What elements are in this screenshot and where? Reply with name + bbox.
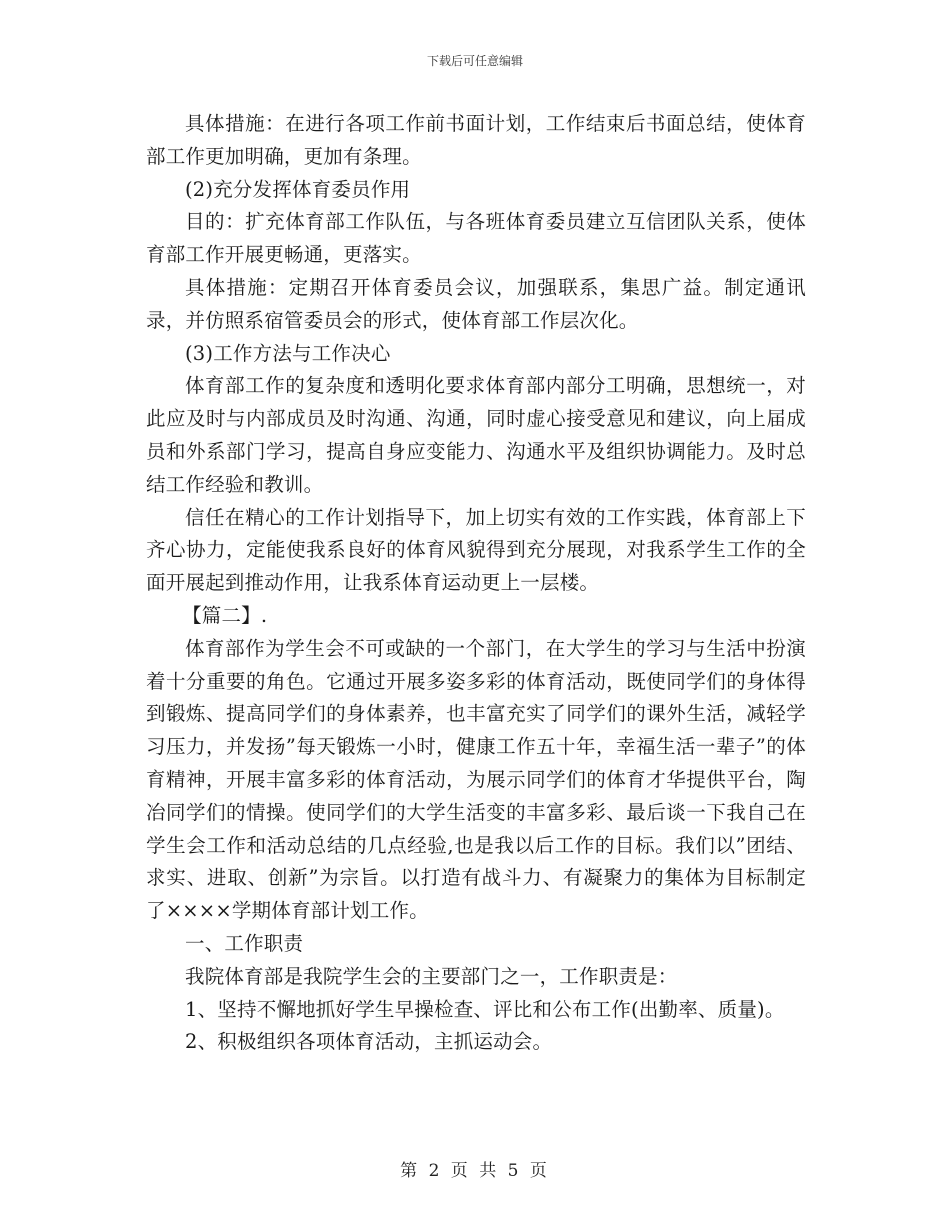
heading-sports-committee: (2)充分发挥体育委员作用 bbox=[185, 177, 411, 201]
page-header: 下载后可任意编辑 bbox=[426, 54, 523, 68]
paragraph-purpose: 目的：扩充体育部工作队伍，与各班体育委员建立互信团队关系，使体育部工作开展更畅通，更落实。 bbox=[146, 210, 806, 267]
paragraph-intro: 体育部作为学生会不可或缺的一个部门，在大学生的学习与生活中扮演着十分重要的角色。它通过开展多姿多彩的体育活动，既使同学们的身体得到锻炼、提高同学们的身体素养，也丰富充实了同学们的课外生活，减轻学习压力，并发扬”每天锻炼一小时，健康工作五十年，幸福生活一辈子”的体育精神，开展丰富多彩的体育活动，为展示同学们的体育才华提供平台，陶冶同学们的情操。使同学们的大学生活变的丰富多彩、最后谈一下我自己在学生会工作和活动总结的几点经验,也是我以后工作的目标。我们以”团结、求实、进取、创新”为宗旨。以打造有战斗力、有凝聚力的集体为目标制定了××××学期体育部计划工作。 bbox=[146, 636, 806, 923]
paragraph-trust: 信任在精心的工作计划指导下，加上切实有效的工作实践，体育部上下齐心协力，定能使我系良好的体育风貌得到充分展现，对我系学生工作的全面开展起到推动作用，让我系体育运动更上一层楼。 bbox=[146, 505, 806, 595]
document-body bbox=[146, 108, 806, 1059]
page-number: 第 2 页 共 5 页 bbox=[400, 1161, 550, 1181]
paragraph-measures-1: 具体措施：在进行各项工作前书面计划，工作结束后书面总结，使体育部工作更加明确，更加有条理。 bbox=[146, 112, 806, 168]
heading-duties: 一、工作职责 bbox=[185, 931, 304, 955]
heading-part-two: 【篇二】. bbox=[182, 603, 268, 627]
heading-work-method: (3)工作方法与工作决心 bbox=[185, 341, 391, 365]
list-item-duty-1: 1、坚持不懈地抓好学生早操检查、评比和公布工作(出勤率、质量)。 bbox=[185, 997, 785, 1021]
paragraph-duties-intro: 我院体育部是我院学生会的主要部门之一，工作职责是： bbox=[185, 964, 678, 988]
paragraph-measures-2: 具体措施：定期召开体育委员会议，加强联系，集思广益。制定通讯录，并仿照系宿管委员会的形式，使体育部工作层次化。 bbox=[146, 275, 806, 332]
list-item-duty-2: 2、积极组织各项体育活动，主抓运动会。 bbox=[185, 1030, 553, 1054]
paragraph-complexity: 体育部工作的复杂度和透明化要求体育部内部分工明确，思想统一，对此应及时与内部成员及时沟通、沟通，同时虚心接受意见和建议，向上届成员和外系部门学习，提高自身应变能力、沟通水平及组织协调能力。及时总结工作经验和教训。 bbox=[146, 374, 806, 496]
